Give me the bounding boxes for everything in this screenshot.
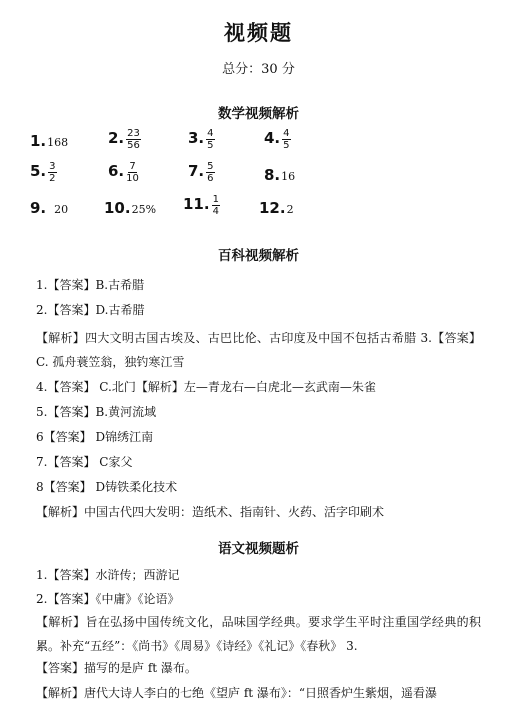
encyclopedia-line-7: 7.【答案】 C家父 — [36, 455, 133, 469]
chinese-line-1: 1.【答案】水浒传；西游记 — [36, 568, 180, 582]
encyclopedia-line-1: 1.【答案】B.古希腊 — [36, 278, 145, 292]
math-answer-3: 3. $\frac{4}{5}$ — [188, 128, 214, 151]
math-answer-10: 10.25% — [104, 199, 157, 217]
chinese-section-heading: 语文视频题析 — [218, 541, 299, 557]
encyclopedia-line-6: 6【答案】 D锦绣江南 — [36, 430, 154, 444]
encyclopedia-line-9: 【解析】中国古代四大发明：造纸术、指南针、火药、活字印刷术 — [36, 505, 385, 519]
chinese-line-4: 【答案】描写的是庐 ft 瀑布。 — [36, 661, 197, 675]
chinese-line-5: 【解析】唐代大诗人李白的七绝《望庐 ft 瀑布》：“日照香炉生紫烟，遥看瀑 — [36, 686, 438, 700]
math-section-heading: 数学视频解析 — [218, 106, 299, 122]
encyclopedia-line-5: 5.【答案】B.黄河流域 — [36, 405, 157, 419]
page-title: 视频题 — [224, 20, 293, 45]
math-answer-9: 9. 20 — [30, 199, 69, 217]
encyclopedia-line-2: 2.【答案】D.古希腊 — [36, 303, 145, 317]
math-answer-4: 4. $\frac{4}{5}$ — [264, 128, 290, 151]
total-score: 总分：30 分 — [222, 62, 295, 77]
math-answer-11: 11. $\frac{1}{4}$ — [183, 194, 219, 217]
math-answer-6: 6. $\frac{7}{10}$ — [108, 161, 139, 184]
encyclopedia-line-3: 【解析】四大文明古国古埃及、古巴比伦、古印度及中国不包括古希腊 3.【答案】 C. 孤舟蓑笠翁，独钓寒江雪 — [36, 331, 481, 369]
math-answer-12: 12.2 — [259, 199, 294, 217]
chinese-line-3: 【解析】旨在弘扬中国传统文化，品味国学经典。要求学生平时注重国学经典的积累。补充“五经”：《尚书》《周易》《诗经》《礼记》《春秋》 3. — [36, 615, 481, 653]
math-answer-8: 8.16 — [264, 166, 296, 184]
math-answer-1: 1.168 — [30, 132, 69, 150]
math-answer-5: 5. $\frac{3}{2}$ — [30, 161, 56, 184]
encyclopedia-line-8: 8【答案】 D铸铁柔化技术 — [36, 480, 178, 494]
chinese-line-2: 2.【答案】《中庸》《论语》 — [36, 592, 180, 606]
encyclopedia-line-4: 4.【答案】 C.北门【解析】左—青龙右—白虎北—玄武南—朱雀 — [36, 380, 376, 394]
math-answer-2: 2. $\frac{23}{56}$ — [108, 128, 140, 151]
encyclopedia-section-heading: 百科视频解析 — [218, 248, 299, 264]
math-answer-7: 7. $\frac{5}{6}$ — [188, 161, 214, 184]
